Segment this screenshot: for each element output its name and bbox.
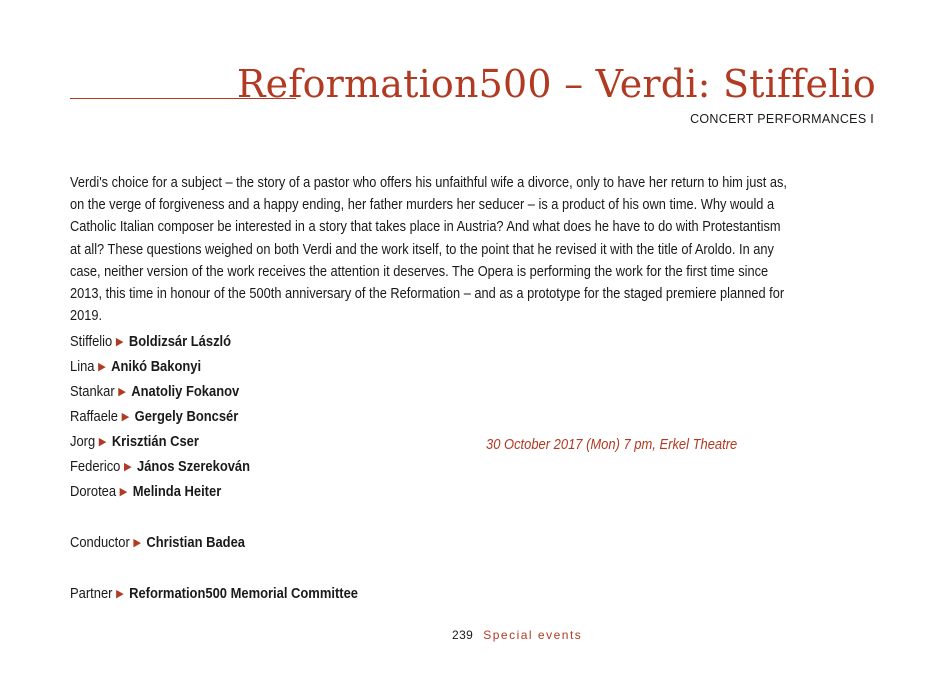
cast-row-stiffelio — [70, 334, 231, 356]
conductor-name: Christian Badea — [146, 535, 245, 551]
triangle-right-icon: ▶ — [119, 486, 128, 498]
role-label: Dorotea — [70, 484, 117, 500]
role-label: Partner — [70, 586, 113, 602]
cast-row-jorg — [70, 434, 199, 456]
triangle-right-icon: ▶ — [133, 537, 141, 549]
cast-row-stankar — [70, 384, 239, 406]
triangle-right-icon: ▶ — [121, 411, 130, 423]
event-date-venue: 30 October 2017 (Mon) 7 pm, Erkel Theatre — [486, 437, 738, 453]
performer-name: Krisztián Cser — [111, 434, 199, 450]
cast-row-lina — [70, 359, 201, 381]
performer-name: Melinda Heiter — [132, 484, 222, 500]
triangle-right-icon: ▶ — [116, 588, 124, 600]
performer-name: Anikó Bakonyi — [111, 359, 202, 375]
performer-name: Boldizsár László — [128, 334, 232, 350]
footer-section-label: Special events — [483, 628, 583, 642]
triangle-right-icon: ▶ — [98, 436, 107, 448]
page-number: 239 — [452, 628, 474, 642]
triangle-right-icon: ▶ — [115, 336, 124, 348]
performer-name: Anatoliy Fokanov — [131, 384, 240, 400]
intro-paragraph: Verdi's choice for a subject – the story of a pastor who offers his unfaithful wife a divorce, only to have her return to him just as, on the verge of forgiveness and a happy ending, her father murders her seducer – is a product of his own time. Why would a Catholic Italian composer be interested in a story that takes place in Austria? And what does he have to do with Protestantism at all? These questions weighed on both Verdi and the work itself, to the point that he revised it with the title of Aroldo. In any case, neither version of the work receives the attention it deserves. The Opera is performing the work for the first time since 2013, this time in honour of the 500th anniversary of the Reformation – and as a prototype for the staged premiere planned for 2019. — [70, 175, 787, 325]
performer-name: Gergely Boncsér — [134, 409, 239, 425]
role-label: Federico — [70, 459, 121, 475]
role-label: Lina — [70, 359, 95, 375]
role-label: Jorg — [70, 434, 96, 450]
triangle-right-icon: ▶ — [98, 361, 106, 373]
partner-row — [70, 586, 358, 608]
cast-row-federico — [70, 459, 250, 481]
role-label: Stankar — [70, 384, 115, 400]
role-label: Raffaele — [70, 409, 119, 425]
role-label: Stiffelio — [70, 334, 113, 350]
cast-row-raffaele — [70, 409, 238, 431]
section-subtitle: CONCERT PERFORMANCES I — [690, 112, 874, 126]
triangle-right-icon: ▶ — [118, 386, 126, 398]
conductor-row — [70, 535, 245, 557]
triangle-right-icon: ▶ — [124, 461, 132, 473]
cast-row-dorotea — [70, 484, 221, 506]
partner-name: Reformation500 Memorial Committee — [129, 586, 358, 602]
performer-name: János Szerekován — [137, 459, 251, 475]
page-footer — [452, 628, 582, 642]
page-title: Reformation500 – Verdi: Stiffelio — [236, 62, 876, 106]
role-label: Conductor — [70, 535, 130, 551]
